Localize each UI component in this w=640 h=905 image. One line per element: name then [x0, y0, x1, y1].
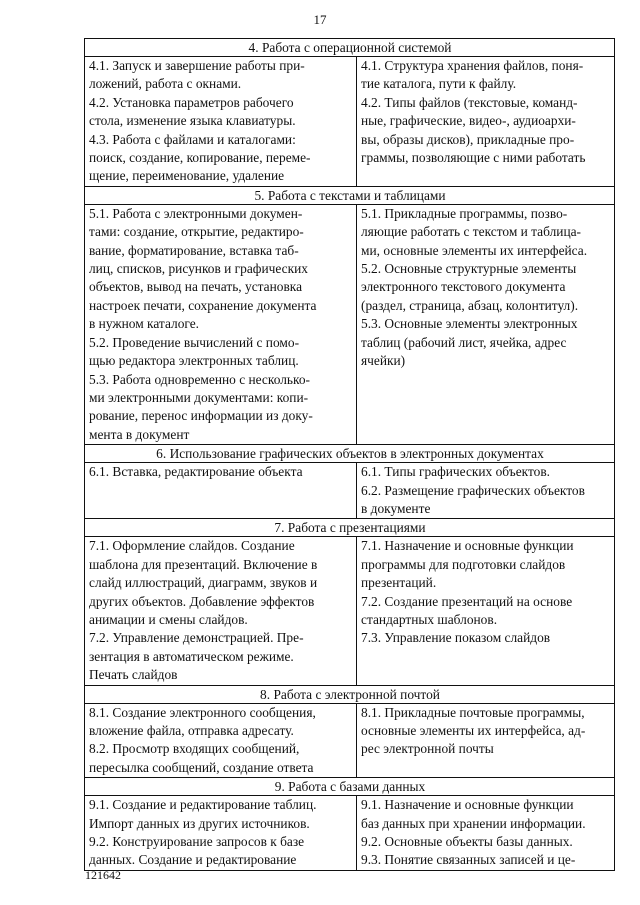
text-line: 5.1. Работа с электронными докумен-	[89, 205, 303, 221]
text-line: 6.2. Размещение графических объектов	[361, 482, 585, 498]
text-line: презентаций.	[361, 575, 437, 591]
text-line: ляющие работать с текстом и таблица-	[361, 224, 582, 240]
section-content-row	[85, 796, 615, 871]
text-line: шаблона для презентаций. Включение в	[89, 556, 318, 572]
text-line: 8.2. Просмотр входящих сообщений,	[89, 741, 300, 757]
text-line: электронного текстового документа	[361, 279, 566, 295]
text-line: 5.3. Основные элементы электронных	[361, 316, 578, 332]
text-line: 6.1. Типы графических объектов.	[361, 464, 551, 480]
text-line: тами: создание, открытие, редактиро-	[89, 224, 304, 240]
text-line: 7.1. Назначение и основные функции	[361, 538, 574, 554]
text-line: 7.1. Оформление слайдов. Создание	[89, 538, 295, 554]
text-line: 4.3. Работа с файлами и каталогами:	[89, 131, 296, 147]
text-line: настроек печати, сохранение документа	[89, 297, 317, 313]
text-line: вы, образы дисков), прикладные про-	[361, 131, 575, 147]
text-line: вложение файла, отправка адресату.	[89, 723, 294, 738]
text-line: стола, изменение языка клавиатуры.	[89, 113, 296, 129]
text-line: Печать слайдов	[89, 667, 178, 683]
text-line: щение, переименование, удаление	[89, 168, 285, 184]
text-line: других объектов. Добавление эффектов	[89, 593, 315, 609]
curriculum-table-body	[85, 39, 615, 871]
text-line: 9.1. Назначение и основные функции	[361, 797, 574, 813]
section-header-row	[85, 39, 615, 57]
text-line: стандартных шаблонов.	[361, 611, 498, 627]
text-line: ми электронными документами: копи-	[89, 389, 309, 405]
text-line: 5.2. Проведение вычислений с помо-	[89, 334, 300, 350]
section-title: 9. Работа с базами данных	[85, 778, 615, 796]
text-line: 9.3. Понятие связанных записей и це-	[361, 852, 576, 868]
skills-cell	[85, 57, 357, 187]
knowledge-cell	[357, 57, 615, 187]
section-header-row	[85, 685, 615, 703]
text-line: зентация в автоматическом режиме.	[89, 648, 294, 664]
text-line: 6.1. Вставка, редактирование объекта	[89, 464, 303, 480]
text-line: тие каталога, пути к файлу.	[361, 76, 517, 92]
section-content-row	[85, 703, 615, 778]
skills-cell	[85, 463, 357, 519]
text-line: граммы, позволяющие с ними работать	[361, 150, 586, 166]
section-content-row	[85, 537, 615, 685]
section-content-row	[85, 204, 615, 444]
section-title: 4. Работа с операционной системой	[85, 39, 615, 57]
text-line: 4.2. Установка параметров рабочего	[89, 94, 294, 110]
text-line: ячейки)	[361, 353, 406, 369]
knowledge-cell	[357, 703, 615, 778]
text-line: в нужном каталоге.	[89, 316, 199, 332]
section-header-row	[85, 778, 615, 796]
section-header-row	[85, 186, 615, 204]
skills-cell	[85, 204, 357, 444]
text-line: поиск, создание, копирование, переме-	[89, 150, 311, 166]
text-line: слайд иллюстраций, диаграмм, звуков и	[89, 575, 318, 591]
text-line: 8.1. Прикладные почтовые программы,	[361, 704, 585, 720]
text-line: ложений, работа с окнами.	[89, 76, 242, 92]
text-line: 5.3. Работа одновременно с несколько-	[89, 371, 310, 387]
text-line: мента в документ	[89, 426, 190, 442]
text-line: 9.2. Основные объекты базы данных.	[361, 834, 573, 850]
footer-document-code: 121642	[85, 868, 121, 882]
skills-cell	[85, 796, 357, 871]
section-title: 6. Использование графических объектов в электронных документах	[85, 445, 615, 463]
text-line: 4.2. Типы файлов (текстовые, команд-	[361, 94, 578, 110]
text-line: ми, основные элементы их интерфейса.	[361, 242, 588, 258]
text-line: 7.3. Управление показом слайдов	[361, 630, 551, 646]
knowledge-cell	[357, 537, 615, 685]
text-line: 5.1. Прикладные программы, позво-	[361, 205, 568, 221]
text-line: 9.2. Конструирование запросов к базе	[89, 834, 305, 850]
text-line: 9.1. Создание и редактирование таблиц.	[89, 797, 317, 813]
curriculum-table	[84, 38, 615, 871]
text-line: данных. Создание и редактирование	[89, 852, 297, 868]
section-title: 7. Работа с презентациями	[85, 519, 615, 537]
text-line: основные элементы их интерфейса, ад-	[361, 723, 586, 738]
text-line: в документе	[361, 500, 431, 516]
section-content-row	[85, 57, 615, 187]
knowledge-cell	[357, 463, 615, 519]
text-line: таблиц (рабочий лист, ячейка, адрес	[361, 334, 567, 350]
text-line: рование, перенос информации из доку-	[89, 408, 313, 424]
text-line: 4.1. Структура хранения файлов, поня-	[361, 58, 584, 73]
text-line: лиц, списков, рисунков и графических	[89, 261, 308, 277]
text-line: 7.2. Создание презентаций на основе	[361, 593, 573, 609]
text-line: ные, графические, видео-, аудиоархи-	[361, 113, 576, 129]
section-title: 8. Работа с электронной почтой	[85, 685, 615, 703]
text-line: объектов, вывод на печать, установка	[89, 279, 303, 295]
text-line: 7.2. Управление демонстрацией. Пре-	[89, 630, 304, 646]
text-line: 8.1. Создание электронного сообщения,	[89, 704, 316, 720]
knowledge-cell	[357, 204, 615, 444]
section-header-row	[85, 445, 615, 463]
section-header-row	[85, 519, 615, 537]
text-line: анимации и смены слайдов.	[89, 611, 248, 627]
skills-cell	[85, 537, 357, 685]
page-number: 17	[313, 12, 327, 27]
knowledge-cell	[357, 796, 615, 871]
skills-cell	[85, 703, 357, 778]
text-line: (раздел, страница, абзац, колонтитул).	[361, 297, 579, 313]
text-line: программы для подготовки слайдов	[361, 556, 566, 572]
section-content-row	[85, 463, 615, 519]
text-line: пересылка сообщений, создание ответа	[89, 759, 314, 775]
text-line: щью редактора электронных таблиц.	[89, 353, 299, 369]
text-line: Импорт данных из других источников.	[89, 815, 310, 831]
text-line: вание, форматирование, вставка таб-	[89, 242, 299, 258]
text-line: баз данных при хранении информации.	[361, 815, 586, 831]
text-line: 5.2. Основные структурные элементы	[361, 261, 577, 277]
text-line: рес электронной почты	[361, 741, 494, 757]
section-title: 5. Работа с текстами и таблицами	[85, 186, 615, 204]
text-line: 4.1. Запуск и завершение работы при-	[89, 58, 305, 73]
